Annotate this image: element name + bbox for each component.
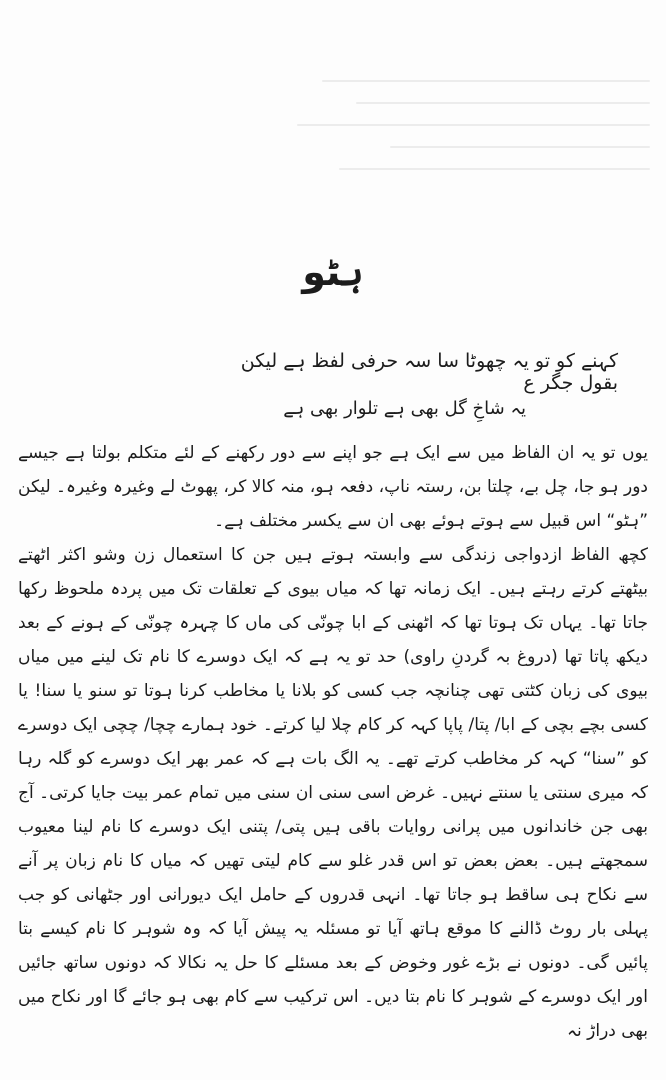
page-title: ہٹو [302,250,364,294]
show-through-text [230,60,650,280]
paragraph-1: یوں تو یہ ان الفاظ میں سے ایک ہے جو اپنے سے دور رکھنے کے لئے متکلم بولتا ہے جیسے دور ہو جا، چل بے، چلتا بن، رستہ ناپ، دفعہ ہو، منہ کالا کر، پھوٹ لے وغیرہ وغیرہ۔ لیکن ”ہٹو“ اس قبیل سے ہوتے ہوئے بھی ان سے یکسر مختلف ہے۔ [18,443,648,531]
body-text [18,436,648,1048]
verse-line: یہ شاخِ گل بھی ہے تلوار بھی ہے [283,398,526,419]
intro-line: کہنے کو تو یہ چھوٹا سا سہ حرفی لفظ ہے لیکن بقول جگر ع [240,350,618,394]
paragraph-2: کچھ الفاظ ازدواجی زندگی سے وابستہ ہوتے ہیں جن کا استعمال زن وشو اکثر اٹھتے بیٹھتے کرتے رہتے ہیں۔ ایک زمانہ تھا کہ میاں بیوی کے تعلقات تک میں پردہ ملحوظ رکھا جاتا تھا۔ یہاں تک ہوتا تھا کہ اٹھنی کے ابا چونّی کی ماں کا چہرہ چونّی کے ہونے کے بعد دیکھ پاتا تھا (دروغ بہ گردنِ راوی) حد تو یہ ہے کہ ایک دوسرے کا نام تک لینے میں میاں بیوی کی زبان کٹتی تھی چنانچہ جب کسی کو بلانا یا مخاطب کرنا ہوتا تو سنو یا سنا! یا کسی بچے بچی کے ابا/ پتا/ پاپا کہہ کر کام چلا لیا کرتے۔ خود ہمارے چچا/ چچی ایک دوسرے کو ”سنا“ کہہ کر مخاطب کرتے تھے۔ یہ الگ بات ہے کہ عمر بھر ایک دوسرے کو گلہ رہا کہ میری سنتی یا سنتے نہیں۔ غرض اسی سنی ان سنی میں تمام عمر بیت جایا کرتی۔ آج بھی جن خاندانوں میں پرانی روایات باقی ہیں پتی/ پتنی ایک دوسرے کا نام لینا معیوب سمجھتے ہیں۔ بعض بعض تو اس قدر غلو سے کام لیتی تھیں کہ میاں کا نام زبان پر آنے سے نکاح ہی ساقط ہو جاتا تھا۔ انہی قدروں کے حامل ایک دیورانی اور جٹھانی کو جب پہلی بار روٹ ڈالنے کا موقع ہاتھ آیا تو مسئلہ یہ پیش آیا کہ وہ شوہر کا نام کیسے بتا پائیں گی۔ دونوں نے بڑے غور وخوض کے بعد مسئلے کا حل یہ نکالا کہ دونوں ساتھ جائیں اور ایک دوسرے کے شوہر کا نام بتا دیں۔ اس ترکیب سے کام بھی ہو جائے گا اور نکاح میں بھی دراڑ نہ [18,545,648,1041]
